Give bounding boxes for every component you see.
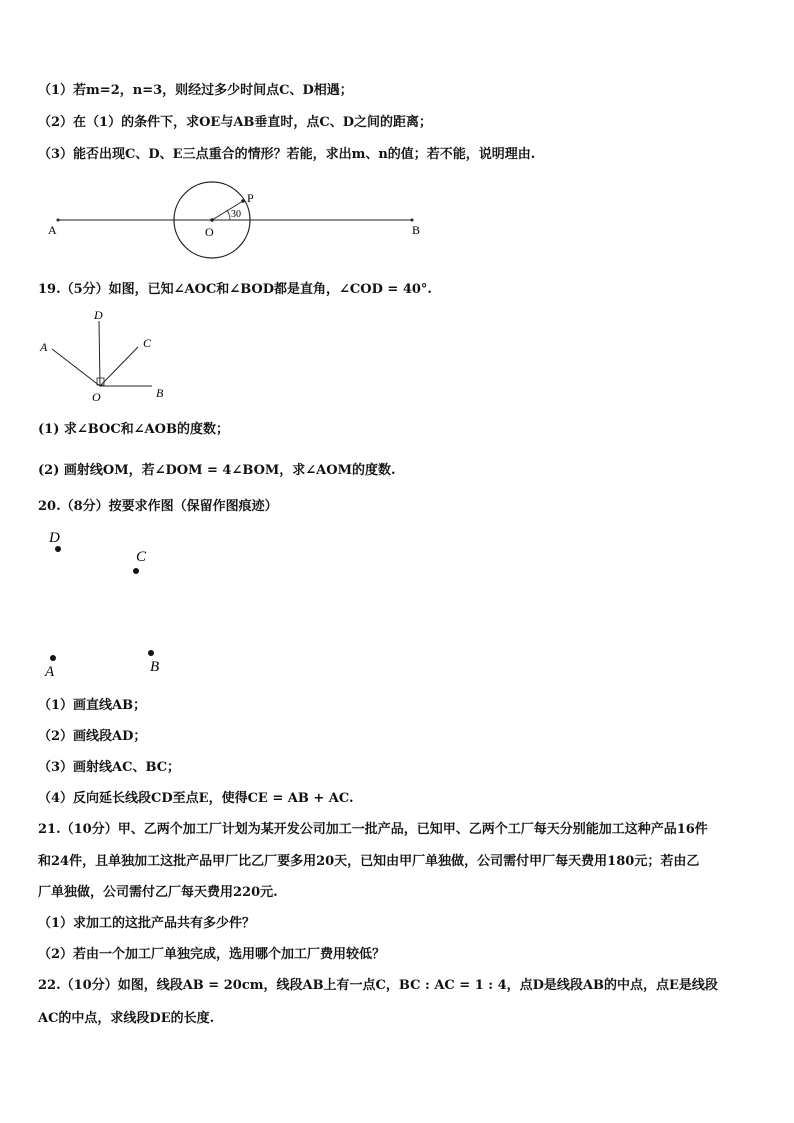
label-d: D — [49, 530, 60, 546]
label-a: A — [40, 340, 48, 354]
label-b: B — [412, 223, 421, 237]
label-c: C — [136, 549, 147, 565]
q20-part3: （3）画射线AC、BC； — [38, 760, 181, 775]
q18-part2: （2）在（1）的条件下，求OE与AB垂直时，点C、D之间的距离； — [38, 115, 433, 130]
q20-part4: （4）反向延长线段CD至点E，使得CE = AB + AC. — [38, 791, 354, 806]
angle-arc — [227, 210, 230, 220]
point-a — [50, 655, 56, 661]
q19-part2: (2) 画射线OM，若∠DOM = 4∠BOM，求∠AOM的度数. — [38, 463, 396, 478]
ray-oc — [100, 347, 138, 386]
q20-stem: 20.（8分）按要求作图（保留作图痕迹） — [38, 499, 278, 514]
q21-part2: （2）若由一个加工厂单独完成，选用哪个加工厂费用较低？ — [38, 947, 386, 962]
label-o: O — [92, 390, 101, 404]
label-b: B — [150, 659, 160, 675]
q21-line3: 厂单独做，公司需付乙厂每天费用220元. — [38, 885, 278, 900]
label-angle: 30 — [231, 209, 241, 220]
q18-part1: （1）若m=2，n=3，则经过多少时间点C、D相遇； — [38, 83, 353, 98]
q22-line1: 22.（10分）如图，线段AB = 20cm，线段AB上有一点C，BC : AC = 1 : 4，点D是线段AB的中点，点E是线段 — [38, 978, 718, 993]
q21-part1: （1）求加工的这批产品共有多少件？ — [38, 916, 256, 931]
label-b: B — [156, 386, 164, 400]
point-b — [148, 650, 154, 656]
label-a: A — [45, 664, 55, 680]
q18-figure — [40, 182, 440, 252]
point-c — [133, 568, 139, 574]
point-d — [55, 546, 61, 552]
label-o: O — [205, 225, 214, 239]
q19-part1: (1) 求∠BOC和∠AOB的度数； — [38, 422, 229, 437]
q18-part3: （3）能否出现C、D、E三点重合的情形？若能，求出m、n的值；若不能，说明理由. — [38, 147, 536, 162]
label-a: A — [48, 223, 57, 237]
q22-line2: AC的中点，求线段DE的长度. — [38, 1011, 215, 1026]
q20-figure — [40, 528, 180, 683]
ray-od — [99, 321, 100, 386]
q20-part1: （1）画直线AB； — [38, 698, 147, 713]
q21-line2: 和24件，且单独加工这批产品甲厂比乙厂要多用20天，已知由甲厂单独做，公司需付甲厂每天费用180元；若由乙 — [38, 854, 700, 869]
q20-part2: （2）画线段AD； — [38, 729, 147, 744]
ray-oa — [52, 349, 100, 386]
label-d: D — [94, 308, 103, 322]
q19-stem: 19.（5分）如图，已知∠AOC和∠BOD都是直角，∠COD = 40°. — [38, 282, 432, 297]
q19-figure — [36, 305, 176, 405]
label-p: P — [247, 191, 254, 205]
q21-line1: 21.（10分）甲、乙两个加工厂计划为某开发公司加工一批产品，已知甲、乙两个工厂每天分别能加工这种产品16件 — [38, 822, 708, 837]
label-c: C — [143, 336, 152, 350]
